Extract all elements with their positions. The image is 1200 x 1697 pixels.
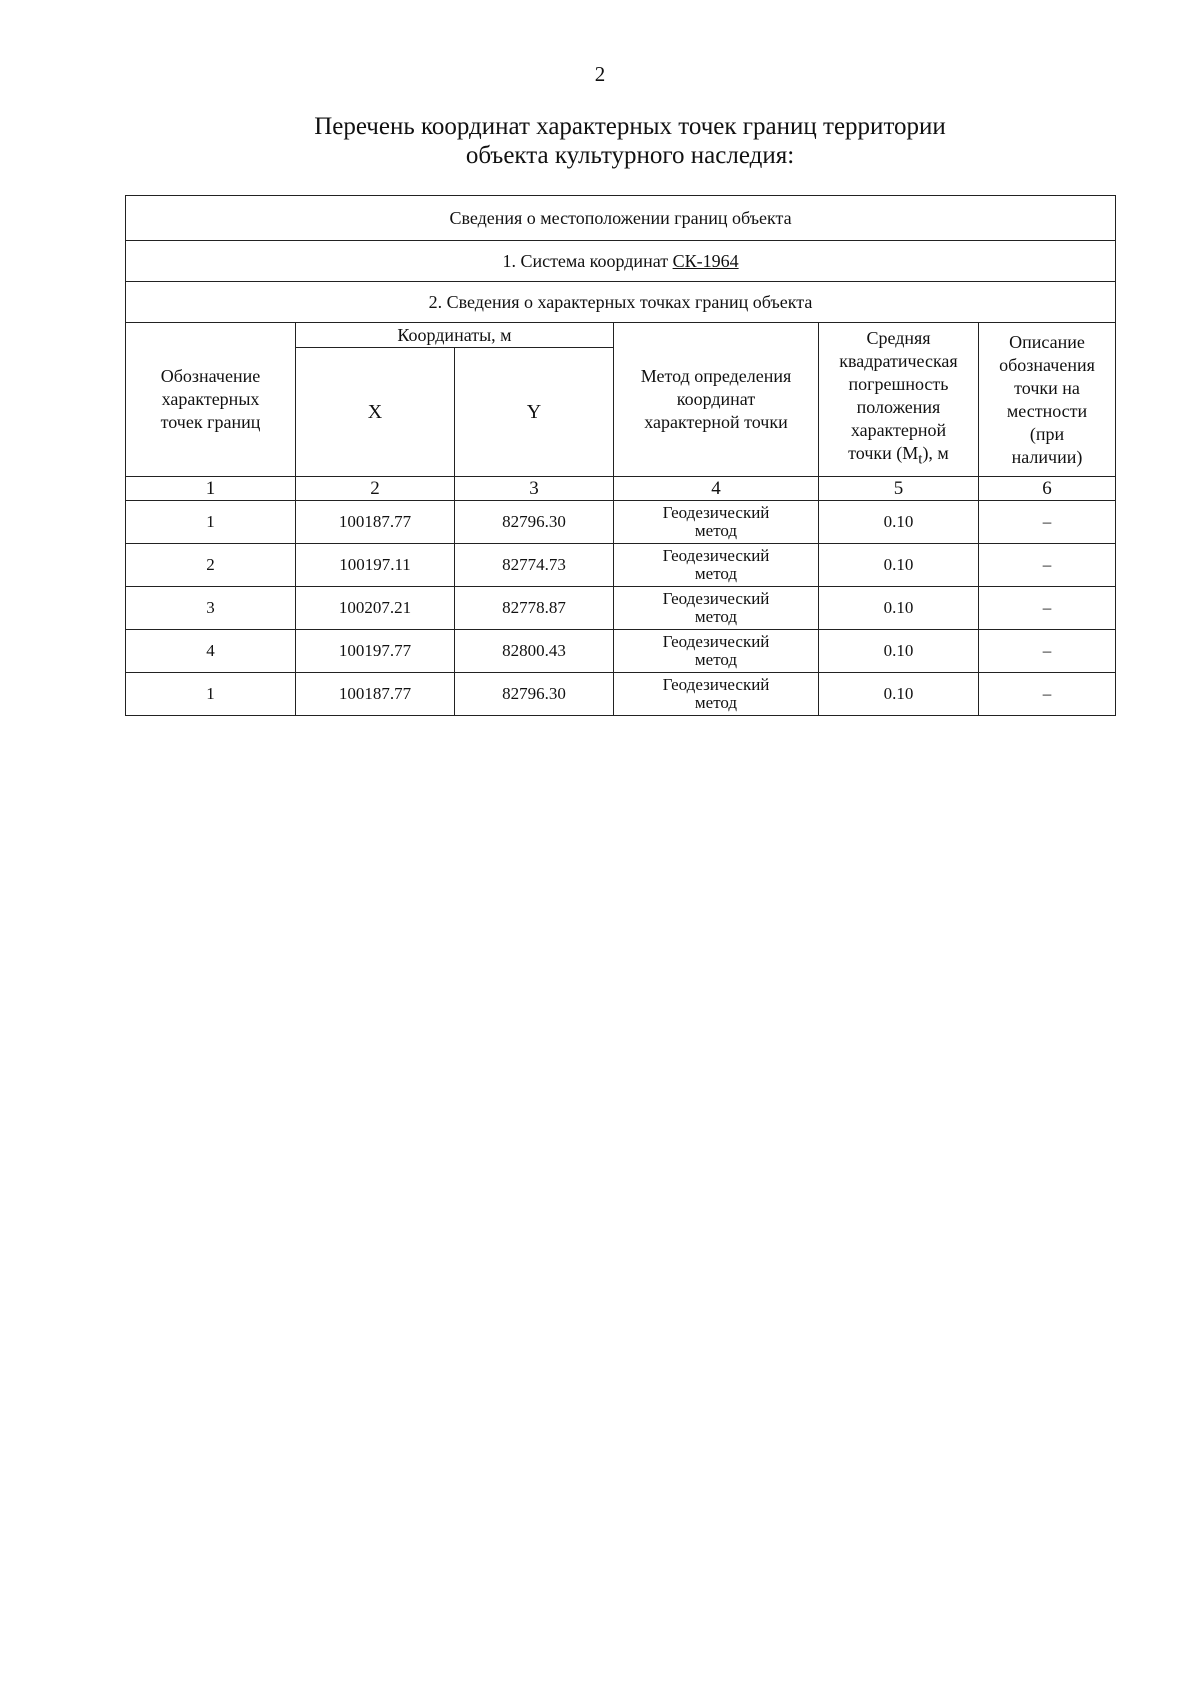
- coordinate-system-label: 1. Система координат: [502, 250, 673, 271]
- coordinate-system-row: [126, 241, 1116, 282]
- header-x: X: [296, 348, 455, 477]
- point-number: 3: [126, 587, 296, 630]
- coord-y: 82796.30: [455, 501, 614, 544]
- table-row: [126, 673, 1116, 716]
- description-value: –: [979, 673, 1116, 716]
- error-value: 0.10: [819, 630, 979, 673]
- column-number: 5: [819, 477, 979, 501]
- header-description: Описание обозначения точки на местности (при наличии): [979, 323, 1116, 477]
- error-value: 0.10: [819, 544, 979, 587]
- column-number: 2: [296, 477, 455, 501]
- coord-x: 100197.77: [296, 630, 455, 673]
- points-heading: 2. Сведения о характерных точках границ объекта: [126, 282, 1116, 323]
- method-cell: Геодезический метод: [614, 587, 819, 630]
- method-cell: Геодезический метод: [614, 673, 819, 716]
- column-header-row-1: [126, 323, 1116, 348]
- column-number: 4: [614, 477, 819, 501]
- coord-x: 100187.77: [296, 673, 455, 716]
- table-row: [126, 501, 1116, 544]
- boundary-coordinates-table: [125, 195, 1116, 716]
- document-title: [150, 112, 1110, 170]
- table-heading-row: [126, 196, 1116, 241]
- table-heading: Сведения о местоположении границ объекта: [126, 196, 1116, 241]
- coord-y: 82800.43: [455, 630, 614, 673]
- column-numbers-row: [126, 477, 1116, 501]
- error-value: 0.10: [819, 673, 979, 716]
- method-cell: Геодезический метод: [614, 501, 819, 544]
- title-line-2: объекта культурного наследия:: [465, 142, 795, 169]
- error-value: 0.10: [819, 587, 979, 630]
- header-coordinates: Координаты, м: [296, 323, 614, 348]
- point-number: 2: [126, 544, 296, 587]
- table-row: [126, 544, 1116, 587]
- coord-x: 100197.11: [296, 544, 455, 587]
- page-number: 2: [594, 62, 606, 86]
- header-y: Y: [455, 348, 614, 477]
- point-number: 1: [126, 673, 296, 716]
- header-designation: Обозначение характерных точек границ: [126, 323, 296, 477]
- description-value: –: [979, 587, 1116, 630]
- table-row: [126, 630, 1116, 673]
- method-cell: Геодезический метод: [614, 544, 819, 587]
- coordinate-system: [126, 241, 1116, 282]
- point-number: 4: [126, 630, 296, 673]
- description-value: –: [979, 501, 1116, 544]
- method-cell: Геодезический метод: [614, 630, 819, 673]
- coord-y: 82778.87: [455, 587, 614, 630]
- coord-x: 100187.77: [296, 501, 455, 544]
- header-method: Метод определения координат характерной точки: [614, 323, 819, 477]
- coordinate-system-name: СК-1964: [672, 250, 739, 271]
- coord-x: 100207.21: [296, 587, 455, 630]
- column-number: 1: [126, 477, 296, 501]
- coord-y: 82796.30: [455, 673, 614, 716]
- title-line-1: Перечень координат характерных точек границ территории: [314, 113, 946, 140]
- table-row: [126, 587, 1116, 630]
- point-number: 1: [126, 501, 296, 544]
- column-number: 6: [979, 477, 1116, 501]
- points-heading-row: [126, 282, 1116, 323]
- header-mean-square-error: Средняя квадратическая погрешность положения характерной точки $(M_t)$, м: [819, 323, 979, 477]
- coord-y: 82774.73: [455, 544, 614, 587]
- description-value: –: [979, 544, 1116, 587]
- column-number: 3: [455, 477, 614, 501]
- error-value: 0.10: [819, 501, 979, 544]
- description-value: –: [979, 630, 1116, 673]
